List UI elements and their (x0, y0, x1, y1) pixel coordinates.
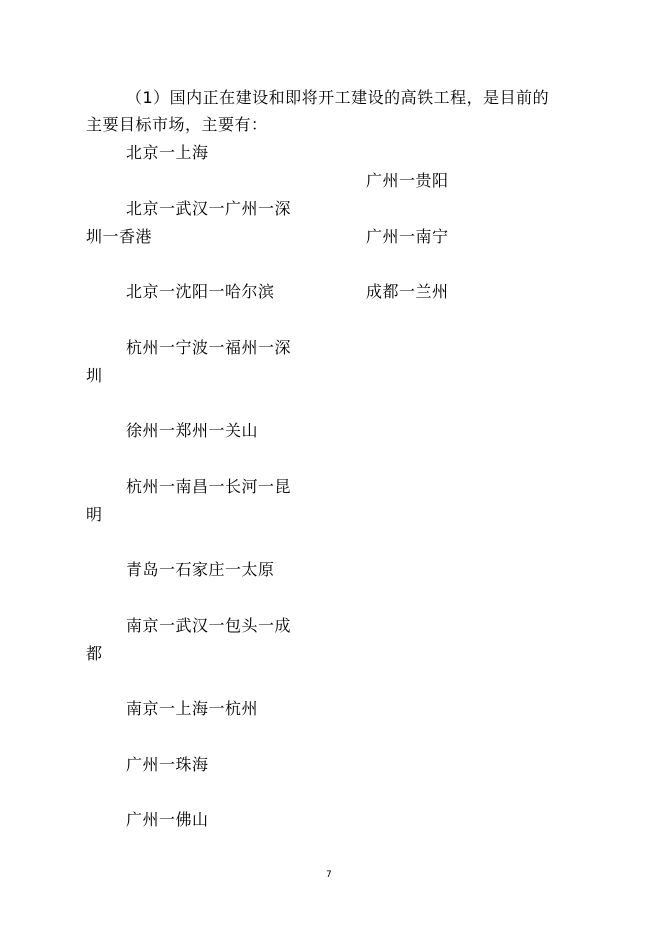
route-item: 杭州一南昌一长河一昆 (126, 477, 292, 496)
route-item: 北京一沈阳一哈尔滨 (126, 282, 275, 301)
route-item: 北京一武汉一广州一深 (126, 199, 292, 218)
route-item-continuation: 圳 (86, 366, 103, 385)
route-item: 杭州一宁波一福州一深 (126, 338, 292, 357)
route-item-right: 成都一兰州 (366, 282, 449, 301)
route-item-right: 广州一南宁 (366, 227, 449, 246)
intro-line-1: （1）国内正在建设和即将开工建设的高铁工程，是目前的 (126, 88, 550, 107)
intro-line-2: 主要目标市场，主要有： (86, 115, 268, 134)
page-number: 7 (326, 870, 332, 880)
route-item: 青岛一石家庄一太原 (126, 560, 275, 579)
route-item: 广州一珠海 (126, 755, 209, 774)
route-item-right: 广州一贵阳 (366, 171, 449, 190)
route-item-continuation: 都 (86, 644, 103, 663)
route-item-continuation: 圳一香港 (86, 227, 153, 246)
route-item: 南京一上海一杭州 (126, 699, 259, 718)
route-item-continuation: 明 (86, 505, 103, 524)
route-item: 广州一佛山 (126, 810, 209, 829)
route-item: 南京一武汉一包头一成 (126, 616, 292, 635)
route-item: 徐州一郑州一关山 (126, 421, 259, 440)
route-item: 北京一上海 (126, 143, 209, 162)
